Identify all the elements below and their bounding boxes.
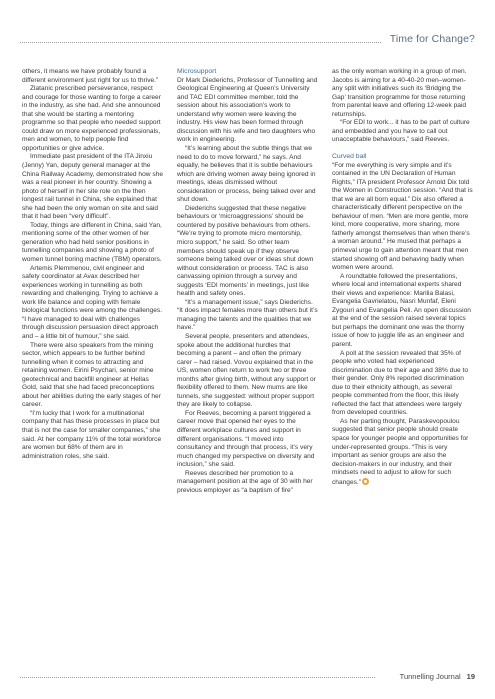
page-number: 19: [466, 672, 475, 681]
paragraph: A roundtable followed the presentations, where local and international experts shared their views and experience: Marilia Balasi, Evangelia Gavrielatou, Nasri Munfaf, Eleni Zygouri and Evangelia Peli. An open discussion at the end of the session raised several topics but perhaps the dominant one was the thorny issue of how to juggle life as an engineer and parent.: [332, 272, 471, 348]
paragraph: Artemis Plemmenou, civil engineer and safety coordinator at Avax described her experiences working in tunnelling as both rewarding and challenging. Trying to achieve a work life balance and coping with female biological functions were among the challenges. “I have managed to deal with challenges through discussion persuasion direct approach and – a little bit of humour,” she said.: [22, 264, 163, 340]
paragraph: There were also speakers from the mining sector, which appears to be further behind tunnelling when it comes to attracting and retaining women. Eirini Psychari, senior mine geotechnical and backfill engineer at Hellas Gold, said that she had faced preconceptions about her abilities during the early stages of her career.: [22, 341, 161, 409]
publication-name: Tunnelling Journal: [399, 672, 461, 681]
paragraph: Today, things are different in China, said Yan, mentioning some of the other women of her generation who had held senior positions in tunnelling companies and showing a photo of women tunnel boring machine (TBM) operators.: [22, 221, 162, 264]
paragraph: Several people, presenters and attendees, spoke about the additional hurdles that becoming a parent – and often the primary carer – had raised. Vovou explained that in the US, women often return to work two or three months after giving birth, without any support or flexibility offered to them. New mums are like tunnels, she suggested: without proper support they are likely to collapse.: [177, 333, 316, 409]
section-title: Time for Change?: [389, 33, 475, 45]
end-of-article-icon: [362, 478, 369, 485]
header-rule: [20, 42, 381, 43]
paragraph: Diederichs suggested that these negative behaviours or ‘microaggressions’ should be countered by positive behaviours from others. “We’re trying to promote micro mentorship, micro support,” he said. So other team members should speak up if they observe someone being talked over or ideas shut down without consideration or process. TAC is also canvassing opinion through a survey and suggests ‘EDI moments’ in meetings, just like health and safety ones.: [177, 204, 314, 298]
footer: [400, 672, 475, 681]
column-3: [332, 68, 473, 666]
paragraph: “For EDI to work... it has to be part of culture and embedded and you have to call out unacceptable behaviours,” said Reeves.: [332, 119, 470, 144]
paragraph: For Reeves, becoming a parent triggered a career move that opened her eyes to the different workplace cultures and support in different organisations. “I moved into consultancy and through that process, it’s very much changed my perspective on diversity and inclusion,” she said.: [177, 409, 315, 469]
paragraph: “It’s a management issue,” says Diederichs. “It does impact females more than others but it’s managing the talents and the qualities that we have.”: [177, 298, 318, 332]
paragraph: “I’m lucky that I work for a multinational company that has these processes in place but that is not the case for smaller companies,” she said. At her company 11% of the total workforce are women but 68% of them are in administration roles, she said.: [22, 409, 162, 460]
subheading-microsupport: Microsupport: [177, 68, 217, 75]
paragraph: Reeves described her promotion to a management position at the age of 30 with her previous employer as “a baptism of fire”: [177, 469, 313, 494]
paragraph: Dr Mark Diederichs, Professor of Tunnelling and Geological Engineering at Queen’s University and TAC EDI committee member, told the session about his association’s work to understand why women were leaving the industry. His view has been formed through discussion with his wife and two daughters who work in engineering.: [177, 76, 318, 144]
column-2: [177, 68, 318, 666]
article-body: [22, 68, 474, 666]
footer-rule: [20, 677, 375, 678]
subheading-curved-ball: Curved ball: [332, 152, 367, 160]
paragraph-final: [332, 418, 473, 487]
paragraph: as the only woman working in a group of men. Jacobs is aiming for a 40-40-20 men–women-any split with initiatives such its ‘Bridging the Gap’ transition programme for those returning from parental leave and offering 12-week paid returnships.: [332, 68, 467, 118]
paragraph: “It’s learning about the subtle things that we need to do to move forward,” he says. And equally, he believes that it is subtle behaviours which are driving women away being ignored in meetings, ideas dismissed without consideration or process, being talked over and shut down.: [177, 144, 316, 204]
paragraph: Zlatanic prescribed perseverance, respect and courage for those wanting to forge a career in the industry, as she had. And she announced that she would be starting a mentoring programme so that people who needed support could draw on more experienced professionals, men and women, to help people find opportunities or give advice.: [22, 85, 161, 152]
paragraph: others, it means we have probably found a different environment just right for us to thrive.”: [22, 68, 159, 84]
paragraph-final-text: As her parting thought, Paraskevopoulou suggested that senior people should create space for younger people and opportunities for under-represented groups. “This is very important as senior groups are also the decision-makers in our industry, and their mindsets need to adjust to allow for such changes.”: [332, 417, 469, 486]
paragraph: “For me everything is very simple and it’s contained in the UN Declaration of Human Rights,” ITA president Professor Arnold Dix told the Women in Construction session. “And that is that we are all born equal.” Dix also offered a characteristically different perspective on the behaviour of men. “Men are more gentle, more kind, more cooperative, more sharing, more fatherly amongst themselves than when there’s a woman around.” He mused that perhaps a primeval urge to gain attention meant that men started showing off and behaving badly when women were around.: [332, 161, 473, 272]
column-1: [22, 68, 163, 666]
paragraph: Immediate past president of the ITA Jinxiu (Jenny) Yan, deputy general manager at the China Railway Academy, demonstrated how she was a real pioneer in her country. Showing a photo of herself in her site role on the then longest rail tunnel in China, she explained that she had been the only woman on site and said that it had been “very difficult”.: [22, 153, 163, 221]
paragraph: A poll at the session revealed that 35% of people who voted had experienced discrimination due to their age and 38% due to their gender. Only 8% reported discrimination due to their ethnicity although, as several people commented from the floor, this likely reflected the fact that attendees were largely from developed countries.: [332, 349, 468, 417]
